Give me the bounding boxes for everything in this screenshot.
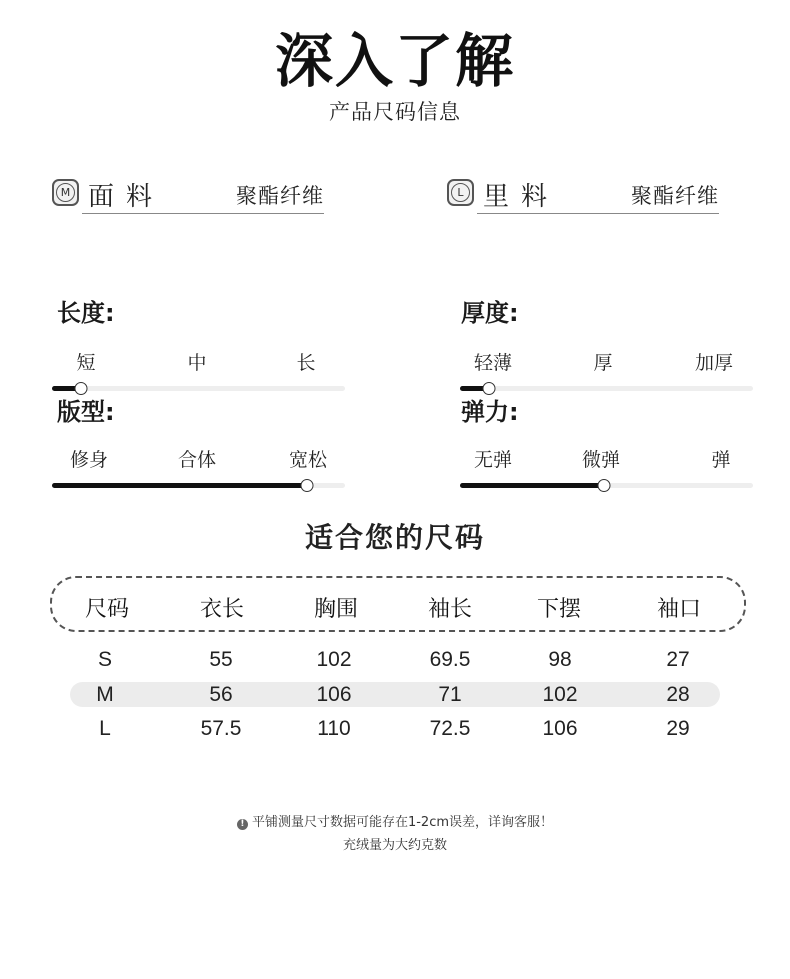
table-cell: 29 [666,717,690,740]
scale-option: 中 [187,352,207,374]
table-cell: 56 [209,683,233,706]
measurement-note [0,811,790,830]
table-cell: L [99,717,111,740]
fit-title: 版型: [57,398,115,426]
table-row [0,648,790,674]
scale-track [460,386,753,391]
column-header: 衣长 [199,597,245,622]
elasticity-scale [460,445,753,495]
column-header: 下摆 [536,597,582,622]
column-header: 袖口 [656,597,702,622]
table-cell: 106 [542,717,578,740]
table-cell: M [96,683,114,706]
scale-fill [52,483,307,488]
table-cell: 69.5 [429,648,471,671]
table-cell: 71 [438,683,462,706]
note-text: 平铺测量尺寸数据可能存在1-2cm误差，详询客服！ [251,815,554,830]
thickness-scale [460,348,753,398]
scale-option: 弹 [711,449,731,471]
shell-badge-icon: M [52,179,79,206]
table-cell: 98 [548,648,572,671]
material-row-lining [447,176,719,216]
table-row [0,683,790,709]
size-table-title: 适合您的尺码 [304,521,485,554]
column-header: 胸围 [313,597,359,622]
table-cell: 72.5 [429,717,471,740]
table-cell: 28 [666,683,690,706]
table-cell: 106 [316,683,352,706]
material-value-shell: 聚酯纤维 [236,184,324,208]
column-header: 袖长 [427,597,473,622]
scale-option: 微弹 [581,449,621,471]
material-underline [477,213,719,214]
column-header: 尺码 [84,597,130,622]
table-row [0,717,790,743]
page-subtitle: 产品尺码信息 [329,100,461,124]
material-label-shell: 面料 [88,182,165,212]
length-scale [52,348,345,398]
scale-option: 厚 [593,352,613,374]
table-cell: 102 [316,648,352,671]
warning-icon: ! [237,819,248,830]
scale-knob [598,479,611,492]
scale-knob [301,479,314,492]
table-cell: 57.5 [200,717,242,740]
table-cell: 27 [666,648,690,671]
scale-option: 长 [296,352,316,374]
page-title: 深入了解 [274,27,515,95]
size-table-header [50,576,746,632]
scale-fill [460,483,604,488]
table-cell: 102 [542,683,578,706]
scale-option: 无弹 [473,449,513,471]
table-cell: 55 [209,648,233,671]
table-cell: S [97,648,113,671]
scale-option: 轻薄 [473,352,513,374]
scale-option: 宽松 [288,449,328,471]
filling-note: 充绒量为大约克数 [342,838,447,853]
thickness-title: 厚度: [461,299,519,327]
table-cell: 110 [317,717,351,740]
scale-option: 修身 [69,449,109,471]
material-underline [82,213,324,214]
material-row-shell [52,176,324,216]
material-value-lining: 聚酯纤维 [631,184,719,208]
scale-option: 短 [76,352,96,374]
length-title: 长度: [57,299,115,327]
material-label-lining: 里料 [483,182,560,212]
fit-scale [52,445,345,495]
lining-badge-icon: L [447,179,474,206]
scale-option: 加厚 [694,352,734,374]
elasticity-title: 弹力: [461,398,519,426]
scale-track [52,386,345,391]
scale-option: 合体 [177,449,217,471]
